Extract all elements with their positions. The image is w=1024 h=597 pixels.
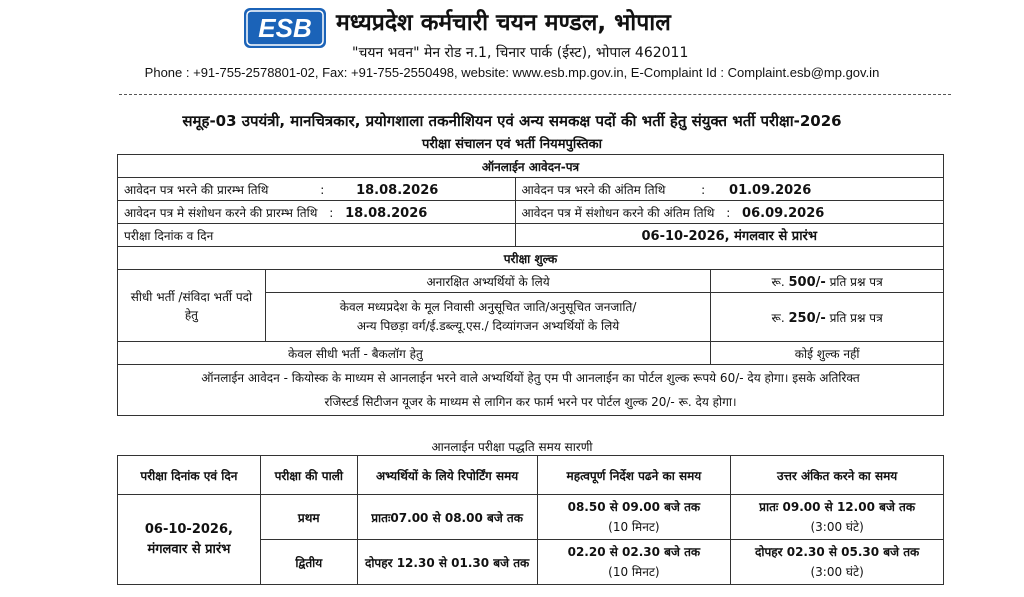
- correction-end-date: 06.09.2026: [742, 205, 825, 221]
- table-row: [118, 365, 944, 416]
- col-header-date: परीक्षा दिनांक एवं दिन: [118, 456, 261, 495]
- schedule-caption: आनलाईन परीक्षा पद्धति समय सारणी: [431, 440, 593, 454]
- portal-fee-note-line2: रजिस्टर्ड सिटीजन यूजर के माध्यम से लागिन कर फार्म भरने पर पोर्टल शुल्क 20/- रू. देय होगा।: [324, 395, 737, 409]
- exam-schedule-table: [117, 455, 944, 585]
- fee-suffix: प्रति प्रश्न पत्र: [829, 274, 883, 289]
- correction-start-date: 18.08.2026: [345, 205, 428, 221]
- col-header-instructions: महत्वपूर्ण निर्देश पढने का समय: [537, 456, 731, 495]
- org-name: मध्यप्रदेश कर्मचारी चयन मण्डल, भोपाल: [336, 10, 671, 36]
- answering-time-range: दोपहर 02.30 से 05.30 बजे तक: [754, 545, 920, 559]
- shift-name: द्वितीय: [260, 540, 357, 585]
- answering-duration: (3:00 घंटे): [810, 520, 864, 534]
- fee-desc-reserved-line2: अन्य पिछड़ा वर्ग/ई.डब्ल्यू.एस./ दिव्यांगजन अभ्यर्थियों के लिये: [356, 319, 620, 333]
- schedule-date: [118, 495, 261, 585]
- col-header-reporting: अभ्यर्थियों के लिये रिपोर्टिंग समय: [357, 456, 537, 495]
- answering-time: [731, 540, 944, 585]
- fee-heading: परीक्षा शुल्क: [118, 247, 944, 270]
- instruction-time-range: 02.20 से 02.30 बजे तक: [567, 545, 701, 559]
- application-start-date: 18.08.2026: [356, 182, 439, 198]
- shift-name: प्रथम: [260, 495, 357, 540]
- document-title: समूह-03 उपयंत्री, मानचित्रकार, प्रयोगशाला तकनीशियन एवं अन्य समकक्ष पदों की भर्ती हेतु संयुक्त भर्ती परीक्षा-2026: [182, 112, 842, 130]
- application-end-cell: आवेदन पत्र भरने की अंतिम तिथि : 01.09.2026: [515, 178, 943, 201]
- exam-date-label: परीक्षा दिनांक व दिन: [118, 224, 516, 247]
- document-subtitle: परीक्षा संचालन एवं भर्ती नियमपुस्तिका: [421, 137, 603, 152]
- logo-text: ESB: [258, 13, 312, 43]
- fee-desc-reserved-line1: केवल मध्यप्रदेश के मूल निवासी अनुसूचित जाति/अनुसूचित जनजाति/: [339, 300, 637, 314]
- fee-desc-reserved: [265, 293, 710, 342]
- application-start-cell: आवेदन पत्र भरने की प्रारम्भ तिथि : 18.08.2026: [118, 178, 516, 201]
- reporting-time: प्रातः07.00 से 08.00 बजे तक: [357, 495, 537, 540]
- col-header-shift: परीक्षा की पाली: [260, 456, 357, 495]
- application-start-label: आवेदन पत्र भरने की प्रारम्भ तिथि: [124, 182, 269, 197]
- reporting-time: दोपहर 12.30 से 01.30 बजे तक: [357, 540, 537, 585]
- table-row: [118, 270, 944, 293]
- fee-suffix: प्रति प्रश्न पत्र: [829, 310, 883, 325]
- answering-time-range: प्रातः 09.00 से 12.00 बजे तक: [759, 500, 916, 514]
- org-address: "चयन भवन" मेन रोड न.1, चिनार पार्क (ईस्ट), भोपाल 462011: [352, 45, 689, 61]
- correction-end-cell: आवेदन पत्र में संशोधन करने की अंतिम तिथि : 06.09.2026: [515, 201, 943, 224]
- application-end-label: आवेदन पत्र भरने की अंतिम तिथि: [521, 182, 666, 197]
- answering-duration: (3:00 घंटे): [810, 565, 864, 579]
- contact-info: Phone : +91-755-2578801-02, Fax: +91-755-2550498, website: www.esb.mp.gov.in, E-Complaint Id : Complaint.esb@mp.gov.in: [144, 65, 880, 80]
- col-header-answering: उत्तर अंकित करने का समय: [731, 456, 944, 495]
- backlog-fee: कोई शुल्क नहीं: [711, 342, 944, 365]
- table-row: [118, 224, 944, 247]
- fee-prefix: रू.: [771, 274, 785, 289]
- table-row: [118, 178, 944, 201]
- esb-logo: [244, 8, 326, 48]
- instruction-time: [537, 495, 731, 540]
- table-header-row: [118, 456, 944, 495]
- fee-prefix: रू.: [771, 310, 785, 325]
- application-heading: ऑनलाईन आवेदन-पत्र: [118, 155, 944, 178]
- instruction-duration: (10 मिनट): [608, 520, 660, 534]
- instruction-time-range: 08.50 से 09.00 बजे तक: [567, 500, 701, 514]
- table-row: [118, 342, 944, 365]
- fee-desc-unreserved: अनारक्षित अभ्यर्थियों के लिये: [265, 270, 710, 293]
- table-row: [118, 495, 944, 540]
- application-fee-table: [117, 154, 944, 416]
- schedule-date-line1: 06-10-2026,: [144, 521, 233, 537]
- correction-end-label: आवेदन पत्र में संशोधन करने की अंतिम तिथि: [521, 205, 715, 220]
- answering-time: [731, 495, 944, 540]
- correction-start-cell: आवेदन पत्र मे संशोधन करने की प्रारम्भ तिथि : 18.08.2026: [118, 201, 516, 224]
- fee-unreserved-amount: 500/-: [788, 274, 826, 290]
- portal-fee-note-line1: ऑनलाईन आवेदन - कियोस्क के माध्यम से आनलाईन भरने वाले अभ्यर्थियों हेतु एम पी आनलाईन का पोर्टल शुल्क रूपये 60/- देय होगा। इसके अतिरिक्त: [201, 371, 860, 385]
- letterhead: [0, 0, 1024, 96]
- portal-fee-note: [118, 365, 944, 416]
- instruction-time: [537, 540, 731, 585]
- table-row: [118, 201, 944, 224]
- instruction-duration: (10 मिनट): [608, 565, 660, 579]
- backlog-desc: केवल सीधी भर्ती - बैकलॉग हेतु: [118, 342, 711, 365]
- fee-category: सीधी भर्ती /संविदा भर्ती पदो हेतु: [118, 270, 266, 342]
- exam-date-value: 06-10-2026, मंगलवार से प्रारंभ: [515, 224, 943, 247]
- fee-reserved-amount: 250/-: [788, 310, 826, 326]
- fee-unreserved-cell: [711, 270, 944, 293]
- dashed-divider: [119, 94, 951, 95]
- schedule-date-line2: मंगलवार से प्रारंभ: [147, 541, 231, 557]
- application-end-date: 01.09.2026: [729, 182, 812, 198]
- fee-reserved-cell: [711, 293, 944, 342]
- correction-start-label: आवेदन पत्र मे संशोधन करने की प्रारम्भ तिथि: [124, 205, 318, 220]
